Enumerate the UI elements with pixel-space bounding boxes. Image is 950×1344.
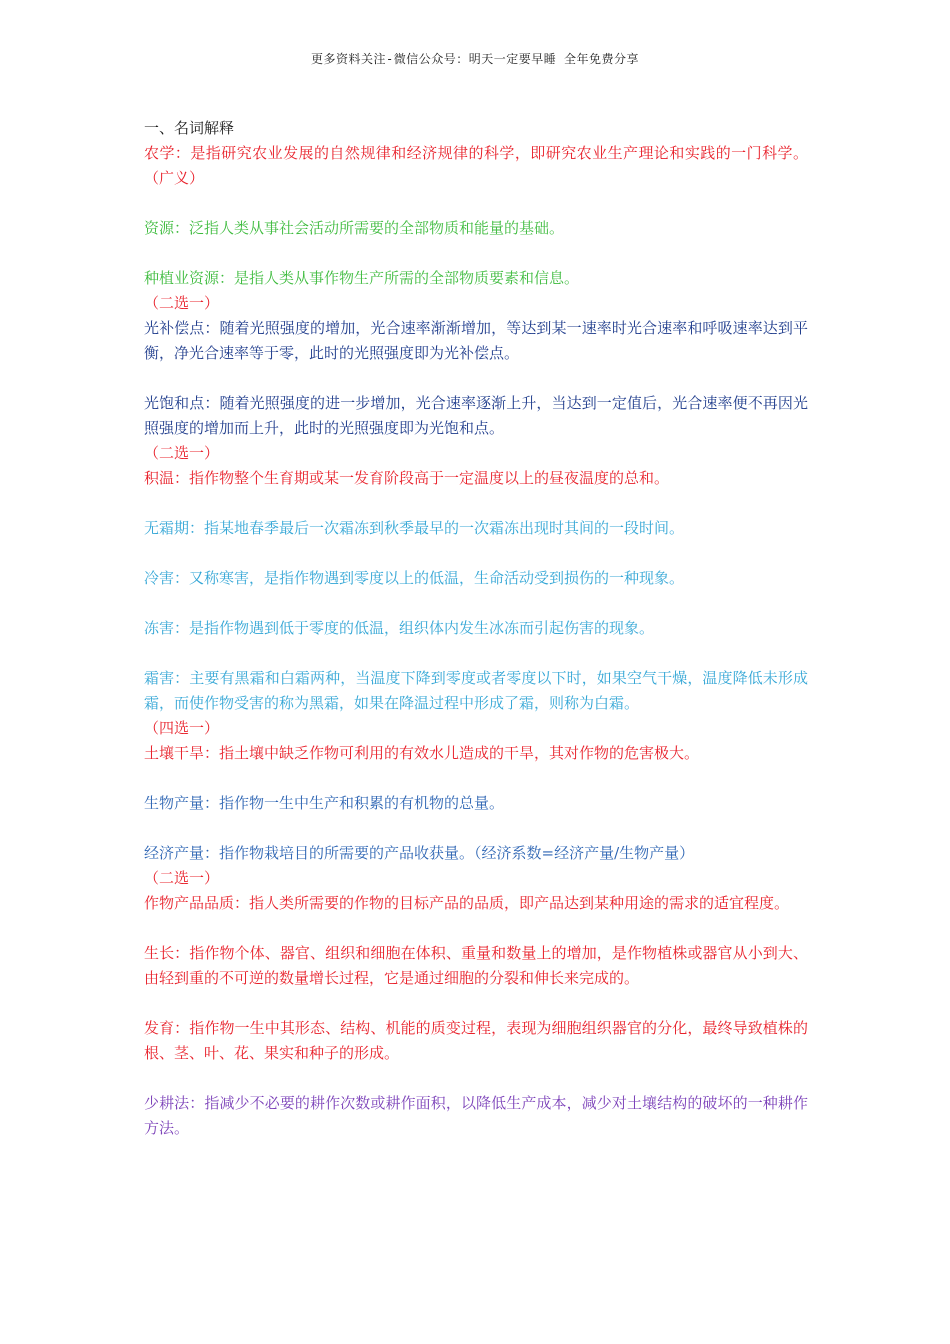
spacer <box>144 916 808 941</box>
term-agronomy: 农学：是指研究农业发展的自然规律和经济规律的科学，即研究农业生产理论和实践的一门科学。（广义） <box>144 144 808 187</box>
spacer <box>144 591 808 616</box>
spacer <box>144 641 808 666</box>
spacer <box>144 766 808 791</box>
term-accumulated-temperature: 积温：指作物整个生育期或某一发育阶段高于一定温度以上的昼夜温度的总和。 <box>144 469 670 487</box>
term-growth: 生长：指作物个体、器官、组织和细胞在体积、重量和数量上的增加，是作物植株或器官从小到大、由轻到重的不可逆的数量增长过程，它是通过细胞的分裂和伸长来完成的。 <box>144 944 808 987</box>
term-freezing-injury: 冻害：是指作物遇到低于零度的低温，组织体内发生冰冻而引起伤害的现象。 <box>144 619 655 637</box>
choice-note: （四选一） <box>144 719 220 737</box>
spacer <box>144 491 808 516</box>
choice-note: （二选一） <box>144 444 220 462</box>
term-planting-resources: 种植业资源：是指人类从事作物生产所需的全部物质要素和信息。 <box>144 269 580 287</box>
document-body <box>144 116 808 1141</box>
spacer <box>144 816 808 841</box>
choice-note: （二选一） <box>144 294 220 312</box>
term-reduced-tillage: 少耕法：指减少不必要的耕作次数或耕作面积，以降低生产成本，减少对土壤结构的破坏的一种耕作方法。 <box>144 1094 808 1137</box>
term-resources: 资源：泛指人类从事社会活动所需要的全部物质和能量的基础。 <box>144 219 565 237</box>
term-light-saturation-point: 光饱和点：随着光照强度的进一步增加，光合速率逐渐上升，当达到一定值后，光合速率便不再因光照强度的增加而上升，此时的光照强度即为光饱和点。 <box>144 394 808 437</box>
term-biological-yield: 生物产量：指作物一生中生产和积累的有机物的总量。 <box>144 794 505 812</box>
term-light-compensation-point: 光补偿点：随着光照强度的增加，光合速率渐渐增加，等达到某一速率时光合速率和呼吸速率达到平衡，净光合速率等于零，此时的光照强度即为光补偿点。 <box>144 319 808 362</box>
spacer <box>144 1066 808 1091</box>
page-header: 更多资料关注-微信公众号：明天一定要早睡 全年免费分享 <box>311 52 639 66</box>
term-product-quality: 作物产品品质：指人类所需要的作物的目标产品的品质，即产品达到某种用途的需求的适宜程度。 <box>144 894 790 912</box>
section-title: 一、名词解释 <box>144 119 235 137</box>
choice-note: （二选一） <box>144 869 220 887</box>
spacer <box>144 241 808 266</box>
spacer <box>144 541 808 566</box>
term-frost-damage: 霜害：主要有黑霜和白霜两种，当温度下降到零度或者零度以下时，如果空气干燥，温度降低未形成霜，而使作物受害的称为黑霜，如果在降温过程中形成了霜，则称为白霜。 <box>144 669 808 712</box>
spacer <box>144 366 808 391</box>
spacer <box>144 191 808 216</box>
spacer <box>144 991 808 1016</box>
term-economic-yield: 经济产量：指作物栽培目的所需要的产品收获量。（经济系数=经济产量/生物产量） <box>144 844 695 862</box>
term-development: 发育：指作物一生中其形态、结构、机能的质变过程，表现为细胞组织器官的分化，最终导致植株的根、茎、叶、花、果实和种子的形成。 <box>144 1019 808 1062</box>
term-chilling-injury: 冷害：又称寒害，是指作物遇到零度以上的低温，生命活动受到损伤的一种现象。 <box>144 569 685 587</box>
term-soil-drought: 土壤干旱：指土壤中缺乏作物可利用的有效水儿造成的干旱，其对作物的危害极大。 <box>144 744 700 762</box>
term-frost-free-period: 无霜期：指某地春季最后一次霜冻到秋季最早的一次霜冻出现时其间的一段时间。 <box>144 519 685 537</box>
